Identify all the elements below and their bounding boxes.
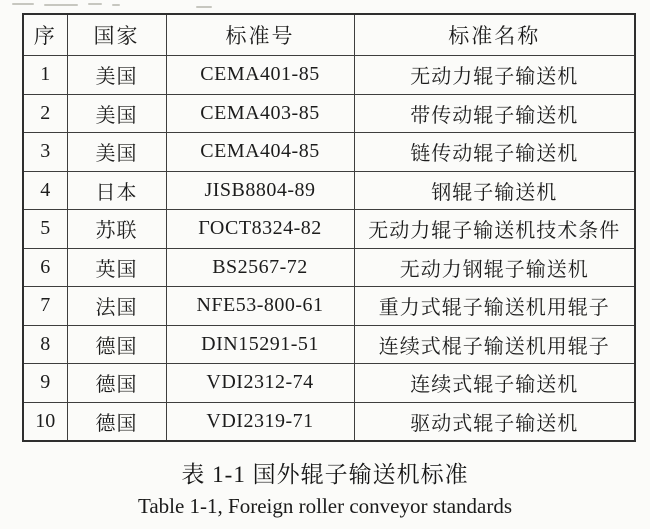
table-row	[23, 325, 635, 364]
table-row	[23, 364, 635, 403]
scan-noise-mark	[196, 6, 212, 8]
standard-name-cell: 连续式辊子输送机	[354, 364, 635, 403]
header-cell-country: 国家	[67, 14, 166, 56]
standard-name-cell: 带传动辊子输送机	[354, 94, 635, 133]
table-row	[23, 56, 635, 95]
country-cell: 美国	[67, 133, 166, 172]
standard-no-cell: BS2567-72	[166, 248, 354, 287]
table-row	[23, 287, 635, 326]
scan-noise-mark	[112, 4, 120, 6]
country-cell: 苏联	[67, 210, 166, 249]
standard-name-cell: 钢辊子输送机	[354, 171, 635, 210]
standard-no-cell: JISB8804-89	[166, 171, 354, 210]
row-no-cell: 9	[23, 364, 67, 403]
standard-name-cell: 无动力辊子输送机	[354, 56, 635, 95]
country-cell: 德国	[67, 325, 166, 364]
table-row	[23, 402, 635, 441]
row-no-cell: 3	[23, 133, 67, 172]
country-cell: 英国	[67, 248, 166, 287]
scan-noise-mark	[88, 3, 102, 5]
row-no-cell: 7	[23, 287, 67, 326]
table-caption-chinese: 表 1-1 国外辊子输送机标准	[181, 462, 469, 487]
standard-name-cell: 重力式辊子输送机用辊子	[354, 287, 635, 326]
standard-name-cell: 无动力钢辊子输送机	[354, 248, 635, 287]
standard-no-cell: DIN15291-51	[166, 325, 354, 364]
standard-name-cell: 无动力辊子输送机技术条件	[354, 210, 635, 249]
row-no-cell: 2	[23, 94, 67, 133]
standard-name-cell: 连续式棍子输送机用辊子	[354, 325, 635, 364]
country-cell: 美国	[67, 56, 166, 95]
table-row	[23, 94, 635, 133]
country-cell: 德国	[67, 402, 166, 441]
row-no-cell: 5	[23, 210, 67, 249]
standard-no-cell: CEMA401-85	[166, 56, 354, 95]
row-no-cell: 1	[23, 56, 67, 95]
standard-name-cell: 链传动辊子输送机	[354, 133, 635, 172]
standard-no-cell: VDI2312-74	[166, 364, 354, 403]
standard-name-cell: 驱动式辊子输送机	[354, 402, 635, 441]
standard-no-cell: VDI2319-71	[166, 402, 354, 441]
standards-table	[22, 13, 636, 442]
scan-noise-mark	[44, 4, 78, 6]
table-row	[23, 171, 635, 210]
standard-no-cell: ГОСТ8324-82	[166, 210, 354, 249]
table-caption-english: Table 1-1, Foreign roller conveyor standards	[137, 494, 513, 518]
header-cell-standard-name: 标准名称	[354, 14, 635, 56]
header-cell-no: 序	[23, 14, 67, 56]
standard-no-cell: NFE53-800-61	[166, 287, 354, 326]
table-row	[23, 210, 635, 249]
header-cell-standard-no: 标准号	[166, 14, 354, 56]
standard-no-cell: CEMA404-85	[166, 133, 354, 172]
row-no-cell: 8	[23, 325, 67, 364]
row-no-cell: 6	[23, 248, 67, 287]
standard-no-cell: CEMA403-85	[166, 94, 354, 133]
table-row	[23, 133, 635, 172]
table-header-row	[23, 14, 635, 56]
country-cell: 法国	[67, 287, 166, 326]
country-cell: 日本	[67, 171, 166, 210]
scan-noise-mark	[12, 3, 34, 5]
table-row	[23, 248, 635, 287]
country-cell: 美国	[67, 94, 166, 133]
country-cell: 德国	[67, 364, 166, 403]
row-no-cell: 10	[23, 402, 67, 441]
row-no-cell: 4	[23, 171, 67, 210]
